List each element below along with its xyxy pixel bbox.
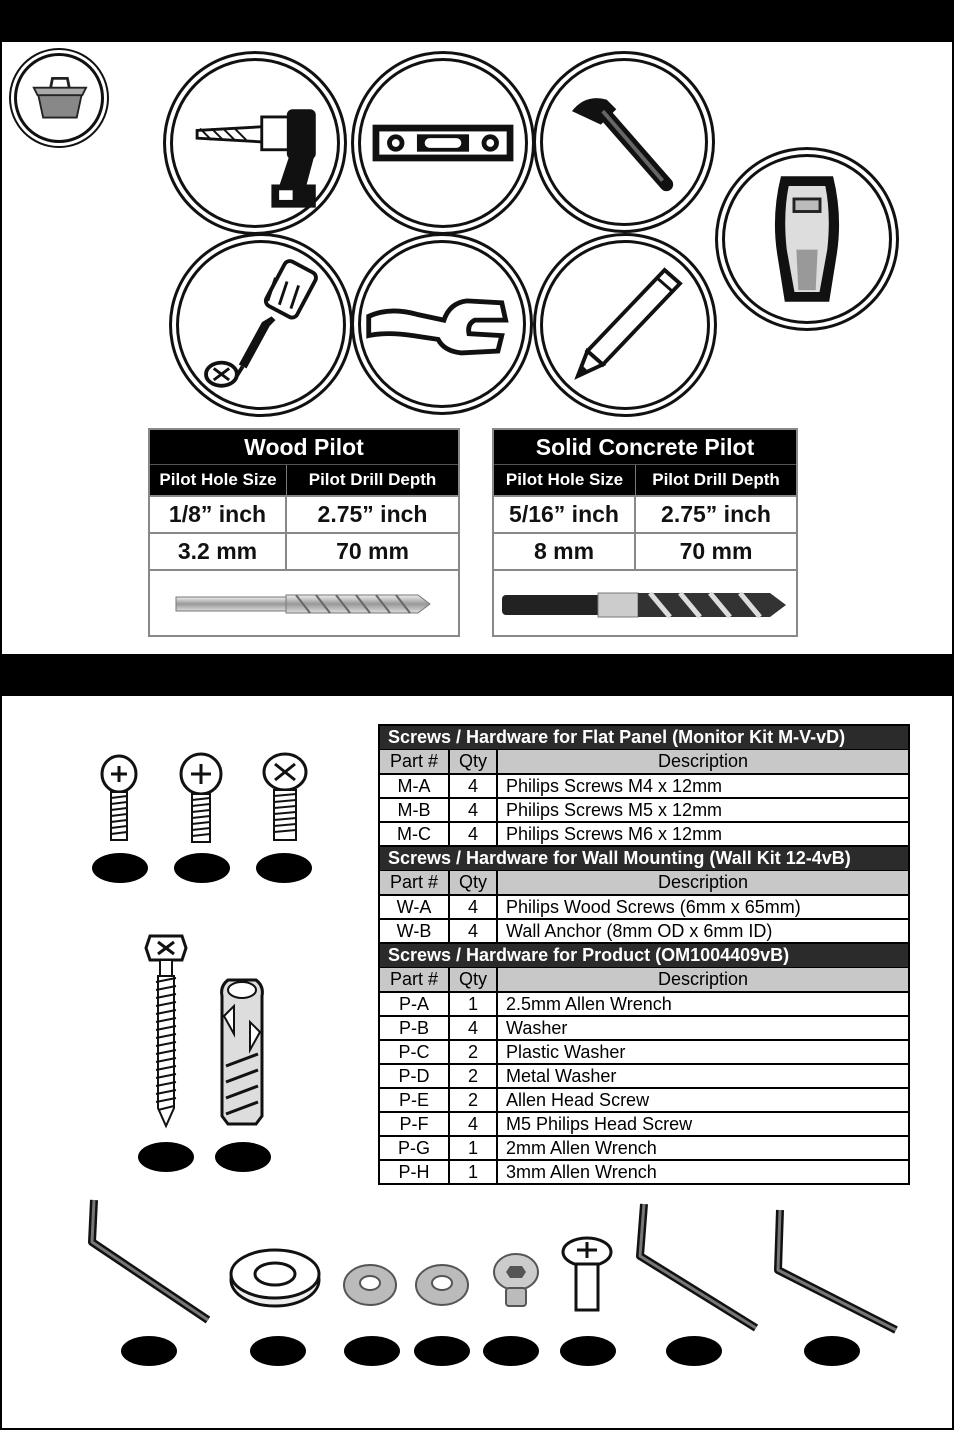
- part-number: P-A: [380, 993, 450, 1015]
- part-description: 3mm Allen Wrench: [506, 1162, 657, 1182]
- wood-hole-size-header: Pilot Hole Size: [150, 465, 287, 495]
- wood-drill-depth-inch: 2.75” inch: [317, 501, 428, 527]
- label-marker-p-c: [344, 1336, 400, 1366]
- part-qty: 2: [450, 1041, 498, 1063]
- part-description: Allen Head Screw: [506, 1090, 650, 1110]
- label-marker-p-f: [560, 1336, 616, 1366]
- part-qty: 4: [450, 823, 498, 845]
- table-header-row: [380, 968, 908, 993]
- table-row: [380, 1089, 908, 1113]
- col-part-header: Part #: [380, 871, 450, 894]
- table-row: [380, 993, 908, 1017]
- part-number: P-H: [380, 1161, 450, 1183]
- col-desc-header: Description: [657, 751, 749, 771]
- part-description: M5 Philips Head Screw: [506, 1114, 693, 1134]
- part-number: P-E: [380, 1089, 450, 1111]
- table-row: [380, 1017, 908, 1041]
- part-qty: 4: [450, 920, 498, 942]
- part-description: Washer: [506, 1018, 568, 1038]
- part-description: Philips Screws M6 x 12mm: [506, 824, 723, 844]
- part-qty: 4: [450, 1113, 498, 1135]
- label-marker-m-c: [256, 853, 312, 883]
- plastic-washer-p-c-icon: [342, 1262, 398, 1308]
- label-marker-p-h: [804, 1336, 860, 1366]
- table-row: [380, 1161, 908, 1183]
- label-marker-w-a: [138, 1142, 194, 1172]
- col-qty-header: Qty: [450, 871, 498, 894]
- philips-head-screw-p-f-icon: [560, 1234, 614, 1314]
- col-qty-header: Qty: [450, 968, 498, 991]
- wood-screw-w-a-icon: [144, 930, 188, 1130]
- wood-pilot-table: [148, 428, 460, 637]
- table-row: [380, 1137, 908, 1161]
- top-header-band: [0, 0, 954, 44]
- part-description: Philips Screws M4 x 12mm: [506, 776, 723, 796]
- wood-drill-bit-icon: [150, 569, 458, 639]
- part-qty: 2: [450, 1065, 498, 1087]
- part-qty: 1: [450, 1137, 498, 1159]
- hammer-icon: [540, 58, 708, 226]
- screwdriver-icon: [176, 240, 346, 410]
- part-number: M-A: [380, 775, 450, 797]
- part-number: P-C: [380, 1041, 450, 1063]
- section-title-wall-kit: Screws / Hardware for Wall Mounting (Wall Kit 12-4vB): [380, 847, 908, 871]
- concrete-hole-size-header: Pilot Hole Size: [494, 465, 636, 495]
- part-qty: 4: [450, 896, 498, 918]
- allen-wrench-p-a-icon: [84, 1196, 214, 1326]
- part-qty: 4: [450, 1017, 498, 1039]
- part-number: W-A: [380, 896, 450, 918]
- allen-wrench-p-h-icon: [770, 1206, 902, 1336]
- wood-drill-depth-header: Pilot Drill Depth: [308, 470, 437, 489]
- part-description: 2mm Allen Wrench: [506, 1138, 657, 1158]
- label-marker-p-b: [250, 1336, 306, 1366]
- label-marker-p-a: [121, 1336, 177, 1366]
- col-desc-header: Description: [657, 872, 749, 892]
- screw-m-b-icon: [179, 752, 223, 848]
- col-desc-header: Description: [657, 969, 749, 989]
- label-marker-m-a: [92, 853, 148, 883]
- wood-pilot-title: Wood Pilot: [150, 430, 458, 464]
- part-description: 2.5mm Allen Wrench: [506, 994, 672, 1014]
- wood-drill-depth-mm: 70 mm: [336, 538, 409, 564]
- part-number: W-B: [380, 920, 450, 942]
- part-qty: 1: [450, 1161, 498, 1183]
- label-marker-m-b: [174, 853, 230, 883]
- screw-m-c-icon: [262, 752, 308, 848]
- concrete-drill-depth-inch: 2.75” inch: [661, 501, 771, 527]
- label-marker-p-e: [483, 1336, 539, 1366]
- drill-icon: [170, 58, 340, 228]
- part-number: M-B: [380, 799, 450, 821]
- part-description: Philips Wood Screws (6mm x 65mm): [506, 897, 801, 917]
- part-qty: 4: [450, 775, 498, 797]
- part-number: P-F: [380, 1113, 450, 1135]
- concrete-hole-size-mm: 8 mm: [494, 534, 636, 569]
- table-row: [380, 1113, 908, 1137]
- section-title-monitor-kit: Screws / Hardware for Flat Panel (Monitor Kit M-V-vD): [380, 726, 908, 750]
- toolbox-icon: [14, 53, 104, 143]
- part-description: Metal Washer: [506, 1066, 617, 1086]
- table-row: [380, 896, 908, 920]
- metal-washer-p-d-icon: [414, 1262, 470, 1308]
- wood-hole-size-mm: 3.2 mm: [150, 534, 287, 569]
- level-icon: [358, 58, 528, 228]
- section-header-band: [0, 654, 954, 696]
- part-qty: 4: [450, 799, 498, 821]
- washer-p-b-icon: [228, 1246, 322, 1310]
- label-marker-p-g: [666, 1336, 722, 1366]
- part-number: P-B: [380, 1017, 450, 1039]
- table-row: [380, 799, 908, 823]
- concrete-hole-size-inch: 5/16” inch: [494, 497, 636, 532]
- allen-wrench-p-g-icon: [632, 1200, 762, 1334]
- concrete-drill-depth-mm: 70 mm: [679, 538, 753, 564]
- col-part-header: Part #: [380, 750, 450, 773]
- part-description: Wall Anchor (8mm OD x 6mm ID): [506, 921, 773, 941]
- col-qty-header: Qty: [450, 750, 498, 773]
- label-marker-p-d: [414, 1336, 470, 1366]
- screw-m-a-icon: [100, 752, 138, 848]
- concrete-drill-depth-header: Pilot Drill Depth: [652, 470, 780, 489]
- table-row: [380, 920, 908, 944]
- part-number: M-C: [380, 823, 450, 845]
- part-description: Plastic Washer: [506, 1042, 626, 1062]
- label-marker-w-b: [215, 1142, 271, 1172]
- wood-hole-size-inch: 1/8” inch: [150, 497, 287, 532]
- wall-anchor-w-b-icon: [214, 976, 270, 1128]
- table-row: [380, 823, 908, 847]
- pencil-icon: [540, 240, 710, 410]
- table-row: [380, 775, 908, 799]
- part-number: P-D: [380, 1065, 450, 1087]
- allen-head-screw-p-e-icon: [492, 1252, 540, 1310]
- section-title-product-kit: Screws / Hardware for Product (OM1004409vB): [380, 944, 908, 968]
- concrete-pilot-table: [492, 428, 798, 637]
- table-header-row: [380, 871, 908, 896]
- table-row: [380, 1065, 908, 1089]
- part-qty: 2: [450, 1089, 498, 1111]
- part-number: P-G: [380, 1137, 450, 1159]
- concrete-pilot-title: Solid Concrete Pilot: [494, 430, 796, 464]
- wrench-icon: [358, 240, 526, 408]
- part-qty: 1: [450, 993, 498, 1015]
- table-row: [380, 1041, 908, 1065]
- col-part-header: Part #: [380, 968, 450, 991]
- table-header-row: [380, 750, 908, 775]
- hardware-parts-table: [378, 724, 910, 1185]
- part-description: Philips Screws M5 x 12mm: [506, 800, 723, 820]
- masonry-drill-bit-icon: [494, 569, 796, 639]
- stud-finder-icon: [722, 154, 892, 324]
